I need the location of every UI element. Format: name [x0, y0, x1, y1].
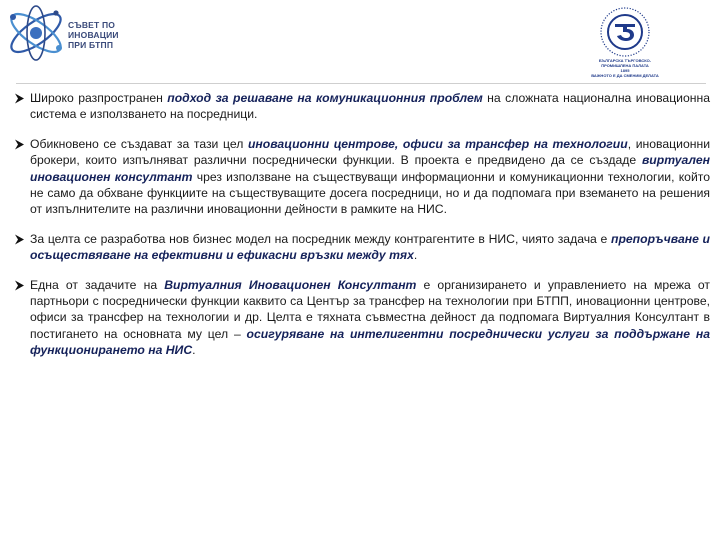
body-text: Една от задачите на	[30, 277, 165, 292]
body-text: на сложната национална иновационна система е използването на посредници.	[30, 91, 711, 122]
body-text: Обикновено се създават за тази цел	[30, 136, 248, 151]
arrow-bullet-icon	[14, 93, 25, 104]
bullet-item	[14, 277, 710, 359]
header	[0, 0, 720, 82]
logo-line: ВАЖНОТО Е ДА СМЕНИМ ДЕЛАТА	[591, 73, 659, 78]
header-divider	[16, 83, 706, 84]
body-text: Широко разпространен	[30, 91, 168, 105]
logo-line: СЪВЕТ ПО	[68, 20, 116, 30]
body-text: , иновационни брокери, които изпълняват различни посреднически функции. В проекта е предвидено да се създаде	[30, 136, 710, 168]
body-text: .	[413, 248, 418, 263]
bullet-item	[14, 90, 710, 123]
emphasized-text: препоръчване и осъществяване на ефективни и ефикасни връзки между тях	[30, 231, 710, 263]
chamber-logo-text	[590, 58, 660, 78]
arrow-bullet-icon	[14, 280, 25, 291]
logo-text	[68, 20, 128, 50]
emphasized-text: осигуряване на интелигентни посреднически услуги за поддържане на функционирането на НИС	[30, 326, 710, 358]
logo-line: БЪЛГАРСКА ТЪРГОВСКО-ПРОМИШЛЕНА ПАЛАТА	[598, 58, 652, 68]
body-text: чрез използване на съществуващи информационни и комуникационни технологии, който не само да обхване функциите на съществуващите досега посредници, но и да подпомага при вземането на решения от изпълнителите на различни иновационни дейности в рамките на НИС.	[30, 169, 710, 217]
emphasized-text: иновационни центрове, офиси за трансфер на технологии	[247, 136, 628, 151]
emphasized-text: виртуален иновационен консултант	[30, 153, 710, 184]
arrow-bullet-icon	[14, 139, 25, 150]
emphasized-text: подход за решаване на комуникационния проблем	[167, 91, 483, 105]
logo-line: ПРИ БТПП	[68, 40, 114, 50]
body-text: .	[192, 343, 196, 358]
atom-icon	[4, 2, 68, 64]
body-text: За целта се разработва нов бизнес модел на посредник между контрагентите в НИС, чиято задача е	[30, 231, 612, 246]
body-text: е организирането и управлението на мрежа от партньори с посреднически функции каквито са Център за трансфер на технологии при БТПП, иновационни центрове, офиси за трансфер на технологии и др. Целта е тяхната съвместна дейност да подпомага Виртуалния Консултант в постигането на основната му цел –	[30, 277, 710, 341]
chamber-of-commerce-logo	[588, 6, 662, 76]
emphasized-text: Виртуалния Иновационен Консултант	[164, 277, 417, 292]
innovation-council-logo	[4, 2, 124, 64]
bullet-list	[14, 90, 710, 359]
logo-line: 1895	[620, 68, 630, 73]
arrow-bullet-icon	[14, 234, 25, 245]
bullet-item	[14, 136, 710, 218]
logo-line: ИНОВАЦИИ	[68, 30, 119, 40]
bullet-item	[14, 231, 710, 264]
chamber-emblem-icon	[588, 6, 662, 60]
